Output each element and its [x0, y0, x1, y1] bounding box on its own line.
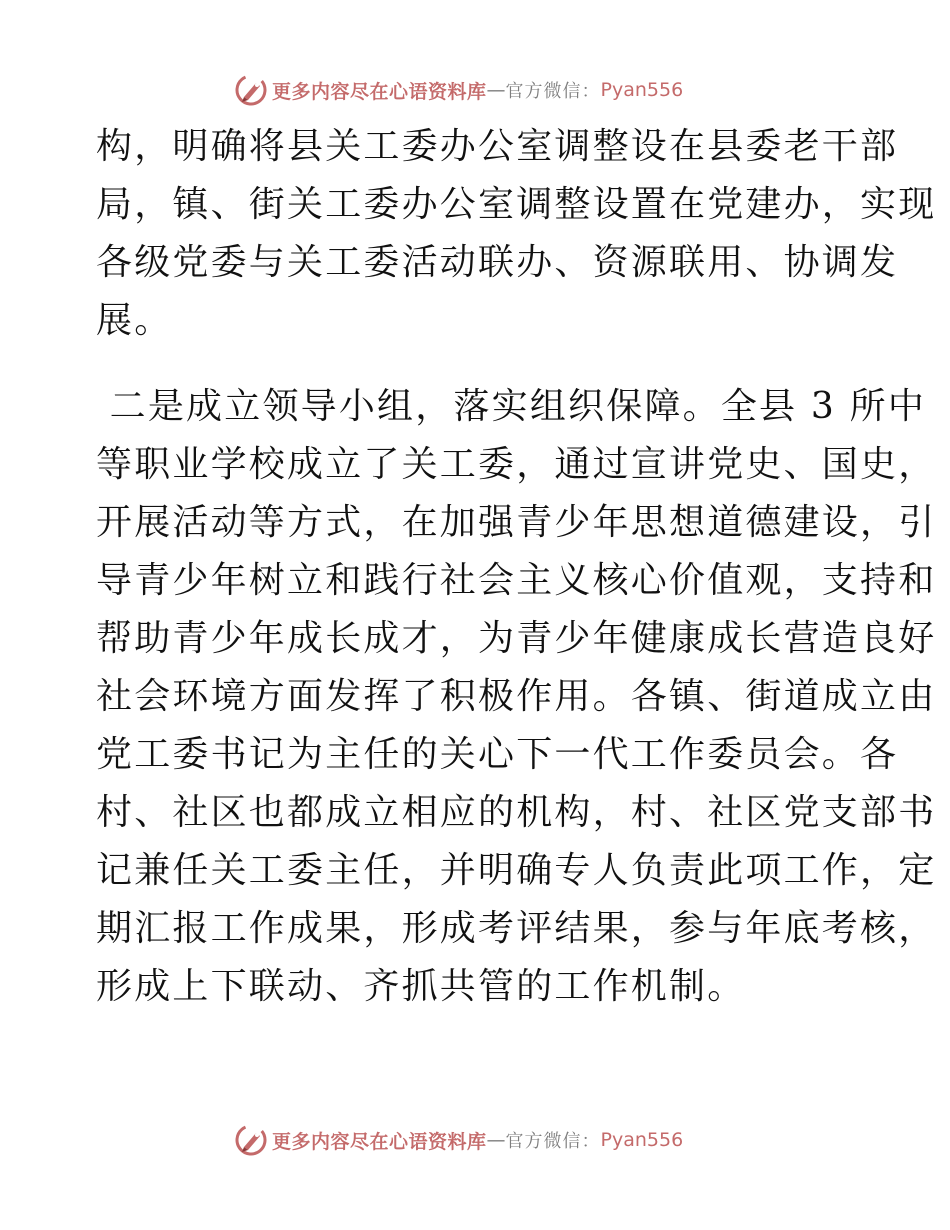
text-line: 展。 [96, 300, 173, 341]
text-line: 村、社区也都成立相应的机构，村、社区党支部书 [96, 792, 937, 833]
text-line: 开展活动等方式，在加强青少年思想道德建设，引 [96, 502, 937, 543]
text-line: 导青少年树立和践行社会主义核心价值观，支持和 [96, 560, 937, 601]
text-line: 二是成立领导小组，落实组织保障。全县 3 所中 [96, 386, 927, 427]
text-line: 各级党委与关工委活动联办、资源联用、协调发 [96, 242, 899, 283]
text-line: 期汇报工作成果，形成考评结果，参与年底考核， [96, 908, 937, 949]
footer-watermark [234, 1122, 683, 1158]
watermark-wechat-label: 官方微信： [505, 1131, 601, 1152]
watermark-site-text: 更多内容尽在心语资料库 [272, 1130, 487, 1153]
text-line: 局，镇、街关工委办公室调整设置在党建办，实现 [96, 184, 937, 225]
paragraph-spacer [96, 350, 856, 378]
header-watermark [234, 72, 683, 108]
document-body [96, 118, 937, 1016]
text-line: 党工委书记为主任的关心下一代工作委员会。各 [96, 734, 899, 775]
pen-tip-icon [234, 1123, 268, 1157]
watermark-site-text: 更多内容尽在心语资料库 [272, 80, 487, 103]
text-line: 记兼任关工委主任，并明确专人负责此项工作，定 [96, 850, 937, 891]
watermark-dash: — [486, 79, 506, 101]
paragraph-1 [96, 118, 937, 350]
text-line: 构，明确将县关工委办公室调整设在县委老干部 [96, 126, 899, 167]
watermark-wechat-label: 官方微信： [505, 81, 601, 102]
text-line: 形成上下联动、齐抓共管的工作机制。 [96, 966, 746, 1007]
text-line: 等职业学校成立了关工委，通过宣讲党史、国史， [96, 444, 937, 485]
pen-tip-icon [234, 73, 268, 107]
watermark-wechat-id: Pyan556 [600, 79, 684, 101]
text-line: 帮助青少年成长成才，为青少年健康成长营造良好 [96, 618, 937, 659]
watermark-dash: — [486, 1129, 506, 1151]
text-line: 社会环境方面发挥了积极作用。各镇、街道成立由 [96, 676, 937, 717]
paragraph-2 [96, 378, 937, 1016]
watermark-wechat-id: Pyan556 [600, 1129, 684, 1151]
